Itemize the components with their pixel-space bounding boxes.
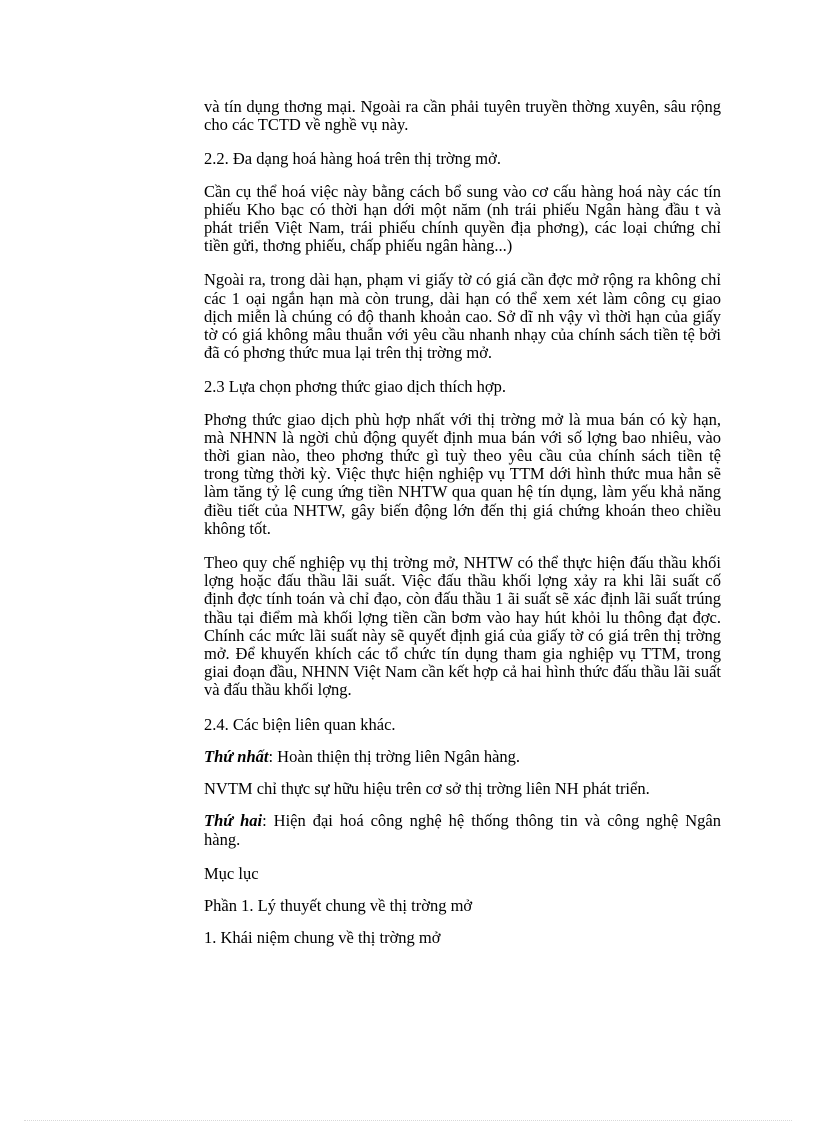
second-measure-text: : Hiện đại hoá công nghệ hệ thống thông tin và công nghệ Ngân hàng. [204,811,722,849]
paragraph-first-measure [204,748,721,766]
paragraph-nvtm-effectiveness: NVTM chỉ thực sự hữu hiệu trên cơ sở thị trờng liên NH phát triển. [204,779,650,799]
section-heading-2-3: 2.3 Lựa chọn phơng thức giao dịch thích hợp. [204,377,507,397]
toc-part-1: Phần 1. Lý thuyết chung về thị trờng mở [204,895,473,915]
toc-title: Mục lục [204,863,259,883]
page-bottom-divider [24,1120,792,1121]
paragraph-intro-continuation: và tín dụng thơng mại. Ngoài ra cần phải tuyên truyền thờng xuyên, sâu rộng cho các TCTD về nghề vụ này. [204,97,721,135]
second-measure-label: Thứ hai [204,811,263,831]
section-heading-2-2: 2.2. Đa dạng hoá hàng hoá trên thị trờng mở. [204,149,501,169]
paragraph-goods-diversification: Cần cụ thể hoá việc này bằng cách bổ sung vào cơ cấu hàng hoá này các tín phiếu Kho bạc có thời hạn dới một năm (nh trái phiếu Ngân hàng đầu t và phát triển Việt Nam, trái phiếu chính quyền địa phơng), các loại chứng chỉ tiền gửi, thơng phiếu, chấp phiếu ngân hàng...) [204,181,721,256]
paragraph-second-measure [204,812,721,848]
paragraph-long-term-scope: Ngoài ra, trong dài hạn, phạm vi giấy tờ có giá cần đợc mở rộng ra không chỉ các 1 oại ngắn hạn mà còn trung, dài hạn có thể xem xét làm công cụ giao dịch miễn là chúng có độ thanh khoản cao. Sở dĩ nh vậy vì thời hạn của giấy tờ có giá không mâu thuẫn với yêu cầu nhanh nhạy của chính sách tiền tệ bởi đã có phơng thức mua lại trên thị trờng mở. [204,270,721,363]
section-heading-2-4: 2.4. Các biện liên quan khác. [204,714,396,734]
document-page [204,98,721,961]
paragraph-auction-rules: Theo quy chế nghiệp vụ thị trờng mở, NHTW có thể thực hiện đấu thầu khối lợng hoặc đấu thầu lãi suất. Việc đấu thầu khối lợng xảy ra khi lãi suất cố định đợc tính toán và chỉ đạo, còn đấu thầu 1 ãi suất sẽ xác định lãi suất trúng thầu tại điểm mà khối lợng tiền cần bơm vào hay hút khỏi lu thông đạt đợc. Chính các mức lãi suất này sẽ quyết định giá của giấy tờ có giá trên thị trờng mở. Để khuyến khích các tổ chức tín dụng tham gia nghiệp vụ TTM, trong giai đoạn đầu, NHNN Việt Nam cần kết hợp cả hai hình thức đấu thầu lãi suất và đấu thầu khối lợng. [204,553,721,700]
toc-item-1: 1. Khái niệm chung về thị trờng mở [204,928,441,948]
paragraph-transaction-method: Phơng thức giao dịch phù hợp nhất với thị trờng mở là mua bán có kỳ hạn, mà NHNN là ngời chủ động quyết định mua bán với số lợng bao nhiêu, vào thời gian nào, theo phơng thức gì tuỳ theo yêu cầu của chính sách tiền tệ trong từng thời kỳ. Việc thực hiện nghiệp vụ TTM dới hình thức mua hẳn sẽ làm tăng tỷ lệ cung ứng tiền NHTW qua quan hệ tín dụng, làm yếu khả năng điều tiết của NHTW, gây biến động lớn đến thị giá chứng khoán theo chiều không tốt. [204,409,721,538]
first-measure-text: : Hoàn thiện thị trờng liên Ngân hàng. [268,746,521,766]
first-measure-label: Thứ nhất [204,746,269,766]
